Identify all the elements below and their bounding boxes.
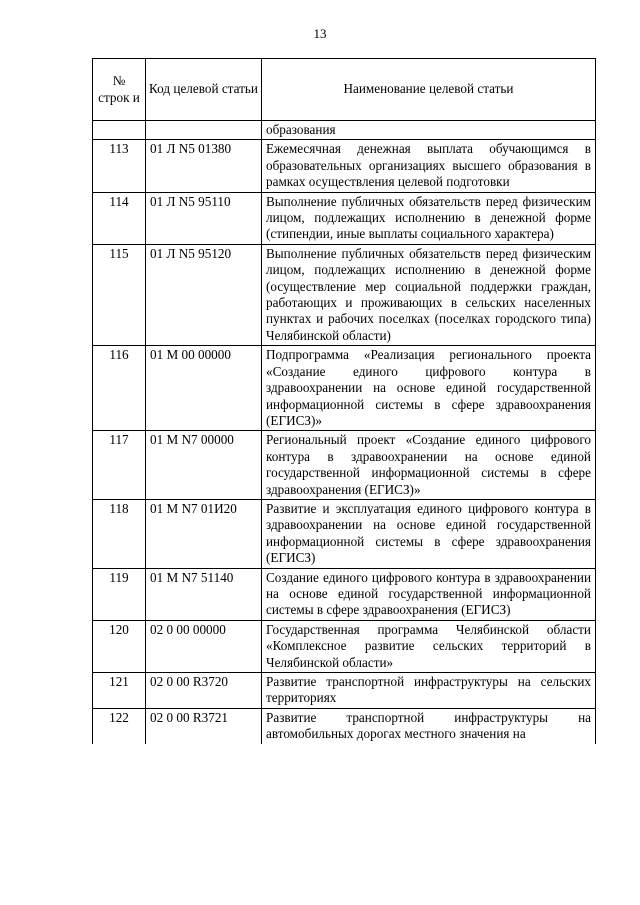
cell-article-name: Подпрограмма «Реализация регионального проекта «Создание единого цифрового контура в здравоохранении на основе единой государственной информационной системы в сфере здравоохранения (ЕГИСЗ)» bbox=[262, 346, 596, 431]
table-row bbox=[93, 620, 596, 672]
table-row bbox=[93, 346, 596, 431]
cell-article-name: Государственная программа Челябинской области «Комплексное развитие сельских территорий в Челябинской области» bbox=[262, 620, 596, 672]
cell-article-code: 01 М N7 00000 bbox=[146, 431, 262, 500]
table-header-row bbox=[93, 59, 596, 121]
table-row bbox=[93, 673, 596, 709]
table-row bbox=[93, 431, 596, 500]
cell-article-code: 01 Л N5 01380 bbox=[146, 140, 262, 192]
cell-article-name: Развитие и эксплуатация единого цифрового контура в здравоохранении на основе единой государственной информационной системы в сфере здравоохранения (ЕГИСЗ) bbox=[262, 499, 596, 568]
table-row bbox=[93, 244, 596, 345]
cell-article-name: Создание единого цифрового контура в здравоохранении на основе единой государственной информационной системы в сфере здравоохранения (ЕГИСЗ) bbox=[262, 568, 596, 620]
cell-row-number: 113 bbox=[93, 140, 146, 192]
cell-row-number bbox=[93, 121, 146, 140]
cell-article-name: Выполнение публичных обязательств перед физическим лицом, подлежащих исполнению в денежной форме (осуществление мер социальной поддержки граждан, работающих и проживающих в сельских населенных пунктах и рабочих поселках (поселках городского типа) Челябинской области) bbox=[262, 244, 596, 345]
cell-row-number: 120 bbox=[93, 620, 146, 672]
cell-article-name: Выполнение публичных обязательств перед физическим лицом, подлежащих исполнению в денежной форме (стипендии, иные выплаты социального характера) bbox=[262, 192, 596, 244]
header-article-code: Код целевой статьи bbox=[146, 59, 262, 121]
table-row bbox=[93, 568, 596, 620]
cell-row-number: 117 bbox=[93, 431, 146, 500]
table-row bbox=[93, 499, 596, 568]
cell-article-code: 01 Л N5 95110 bbox=[146, 192, 262, 244]
cell-article-name: Ежемесячная денежная выплата обучающимся в образовательных организациях высшего образования в рамках осуществления целевой подготовки bbox=[262, 140, 596, 192]
cell-row-number: 115 bbox=[93, 244, 146, 345]
cell-article-code: 01 М N7 01И20 bbox=[146, 499, 262, 568]
cell-row-number: 114 bbox=[93, 192, 146, 244]
cell-article-code: 02 0 00 00000 bbox=[146, 620, 262, 672]
cell-article-code: 01 М 00 00000 bbox=[146, 346, 262, 431]
cell-article-code: 02 0 00 R3720 bbox=[146, 673, 262, 709]
cell-article-code bbox=[146, 121, 262, 140]
target-articles-table bbox=[92, 58, 596, 744]
cell-article-name: Развитие транспортной инфраструктуры на автомобильных дорогах местного значения на bbox=[262, 708, 596, 743]
page-number: 13 bbox=[313, 26, 327, 41]
table-row-continuation bbox=[93, 121, 596, 140]
cell-row-number: 121 bbox=[93, 673, 146, 709]
cell-row-number: 122 bbox=[93, 708, 146, 743]
cell-row-number: 119 bbox=[93, 568, 146, 620]
cell-article-name: Развитие транспортной инфраструктуры на сельских территориях bbox=[262, 673, 596, 709]
cell-article-code: 01 М N7 51140 bbox=[146, 568, 262, 620]
cell-article-name: образования bbox=[262, 121, 596, 140]
header-article-name: Наименование целевой статьи bbox=[262, 59, 596, 121]
header-row-number: № строк и bbox=[93, 59, 146, 121]
cell-row-number: 116 bbox=[93, 346, 146, 431]
cell-article-name: Региональный проект «Создание единого цифрового контура в здравоохранении на основе единой государственной информационной системы в сфере здравоохранения (ЕГИСЗ)» bbox=[262, 431, 596, 500]
cell-article-code: 01 Л N5 95120 bbox=[146, 244, 262, 345]
table-row bbox=[93, 708, 596, 743]
table-row bbox=[93, 140, 596, 192]
table-body bbox=[93, 121, 596, 744]
cell-row-number: 118 bbox=[93, 499, 146, 568]
table-row bbox=[93, 192, 596, 244]
cell-article-code: 02 0 00 R3721 bbox=[146, 708, 262, 743]
